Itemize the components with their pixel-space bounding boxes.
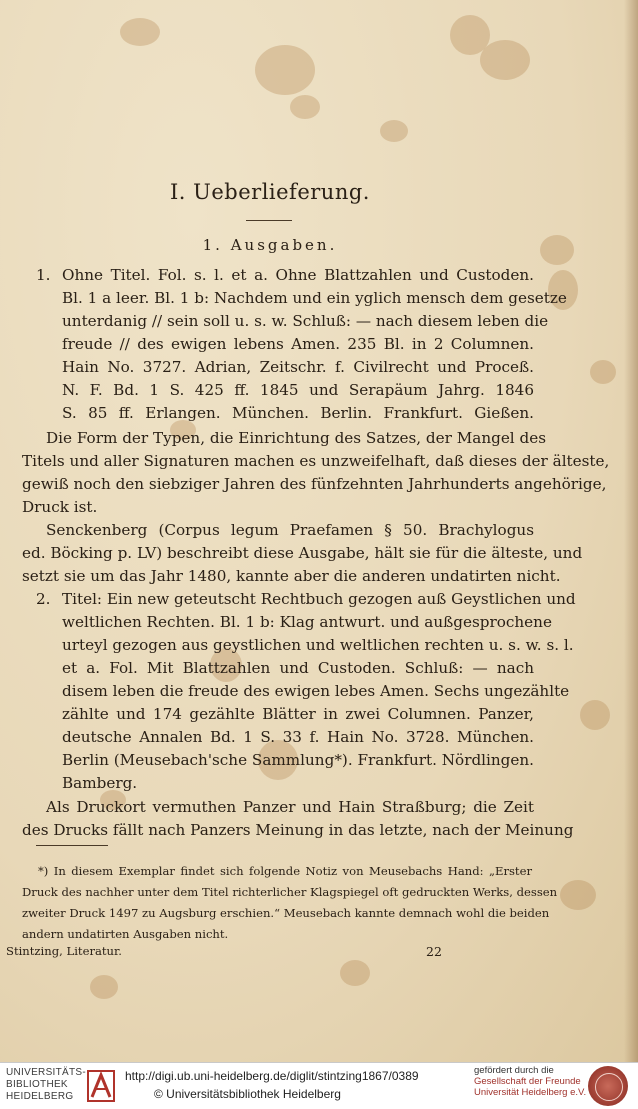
page-number: 22 bbox=[426, 944, 442, 959]
text-line: Berlin (Meusebach'sche Sammlung*). Frankfurt. Nördlingen. bbox=[62, 751, 534, 769]
text-line: N. F. Bd. 1 S. 425 ff. 1845 und Serapäum Jahrg. 1846 bbox=[62, 381, 534, 399]
seal-ring bbox=[595, 1073, 623, 1101]
footnote-rule bbox=[36, 845, 108, 846]
stain bbox=[120, 18, 160, 46]
item-number: 2. bbox=[36, 590, 51, 608]
text-line: Titels und aller Signaturen machen es unzweifelhaft, daß dieses der älteste, bbox=[22, 452, 610, 470]
stain bbox=[340, 960, 370, 986]
text-line: unterdanig // sein soll u. s. w. Schluß: — nach diesem leben die bbox=[62, 312, 549, 330]
footnote-line: Druck des nachher unter dem Titel richterlicher Klagspiegel oft gedruckten Werks, dessen bbox=[22, 885, 558, 899]
library-logo-icon[interactable] bbox=[86, 1067, 116, 1105]
text-line: Bamberg. bbox=[62, 774, 138, 792]
stain bbox=[480, 40, 530, 80]
page-edge-shadow bbox=[624, 0, 638, 1062]
stain bbox=[560, 880, 596, 910]
footnote-line: zweiter Druck 1497 zu Augsburg erschien.“ Meusebach kannte demnach wohl die beiden bbox=[22, 906, 550, 920]
text-line: zählte und 174 gezählte Blätter in zwei Columnen. Panzer, bbox=[62, 705, 534, 723]
stain bbox=[255, 45, 315, 95]
text-line: Druck ist. bbox=[22, 498, 98, 516]
text-line: setzt sie um das Jahr 1480, kannte aber die anderen undatirten nicht. bbox=[22, 567, 561, 585]
text-line: ed. Böcking p. LV) beschreibt diese Ausgabe, hält sie für die älteste, und bbox=[22, 544, 583, 562]
sponsor-line: gefördert durch die bbox=[474, 1065, 554, 1076]
text-line: weltlichen Rechten. Bl. 1 b: Klag antwurt. und außgesprochene bbox=[62, 613, 552, 631]
text-line: freude // des ewigen lebens Amen. 235 Bl. in 2 Columnen. bbox=[62, 335, 534, 353]
text-line: deutsche Annalen Bd. 1 S. 33 f. Hain No. 3728. München. bbox=[62, 728, 534, 746]
university-seal-icon[interactable] bbox=[588, 1066, 628, 1106]
heading-rule bbox=[246, 220, 292, 221]
text-line: des Drucks fällt nach Panzers Meinung in das letzte, nach der Meinung bbox=[22, 821, 574, 839]
footnote-line: *) In diesem Exemplar findet sich folgende Notiz von Meusebachs Hand: „Erster bbox=[38, 864, 532, 878]
text-line: Bl. 1 a leer. Bl. 1 b: Nachdem und ein yglich mensch dem gesetze bbox=[62, 289, 567, 307]
text-line: urteyl gezogen aus geystlichen und weltlichen rechten u. s. w. s. l. bbox=[62, 636, 574, 654]
text-line: Als Druckort vermuthen Panzer und Hain Straßburg; die Zeit bbox=[46, 798, 534, 816]
sponsor-note[interactable] bbox=[474, 1065, 586, 1098]
text-line: gewiß noch den siebziger Jahren des fünfzehnten Jahrhunderts angehörige, bbox=[22, 475, 607, 493]
text-line: Titel: Ein new geteutscht Rechtbuch gezogen auß Geystlichen und bbox=[62, 590, 576, 608]
text-line: Die Form der Typen, die Einrichtung des Satzes, der Mangel des bbox=[46, 429, 547, 447]
text-line: Ohne Titel. Fol. s. l. et a. Ohne Blattzahlen und Custoden. bbox=[62, 266, 534, 284]
stain bbox=[90, 975, 118, 999]
copyright-notice: © Universitätsbibliothek Heidelberg bbox=[154, 1087, 341, 1101]
signature-mark: Stintzing, Literatur. bbox=[6, 944, 122, 958]
footer-bar bbox=[0, 1062, 638, 1109]
text-line: disem leben die freude des ewigen lebes Amen. Sechs ungezählte bbox=[62, 682, 570, 700]
sponsor-line: Universität Heidelberg e.V. bbox=[474, 1087, 587, 1098]
text-line: et a. Fol. Mit Blattzahlen und Custoden. Schluß: — nach bbox=[62, 659, 534, 677]
stain bbox=[590, 360, 616, 384]
stain bbox=[380, 120, 408, 142]
item-number: 1. bbox=[36, 266, 51, 284]
sponsor-line: Gesellschaft der Freunde bbox=[474, 1076, 581, 1087]
section-heading: 1. Ausgaben. bbox=[202, 236, 338, 254]
permalink-url[interactable]: http://digi.ub.uni-heidelberg.de/diglit/stintzing1867/0389 bbox=[125, 1069, 419, 1083]
library-name-line: UNIVERSITÄTS- bbox=[6, 1067, 87, 1078]
stain bbox=[540, 235, 574, 265]
chapter-heading: I. Ueberlieferung. bbox=[170, 180, 370, 204]
text-line: Hain No. 3727. Adrian, Zeitschr. f. Civilrecht und Proceß. bbox=[62, 358, 534, 376]
library-name-line: BIBLIOTHEK bbox=[6, 1079, 68, 1090]
stain bbox=[290, 95, 320, 119]
text-line: S. 85 ff. Erlangen. München. Berlin. Frankfurt. Gießen. bbox=[62, 404, 534, 422]
stain bbox=[580, 700, 610, 730]
library-name[interactable] bbox=[6, 1067, 86, 1103]
text-line: Senckenberg (Corpus legum Praefamen § 50. Brachylogus bbox=[46, 521, 534, 539]
footnote-line: andern undatirten Ausgaben nicht. bbox=[22, 927, 229, 941]
library-name-line: HEIDELBERG bbox=[6, 1091, 74, 1102]
